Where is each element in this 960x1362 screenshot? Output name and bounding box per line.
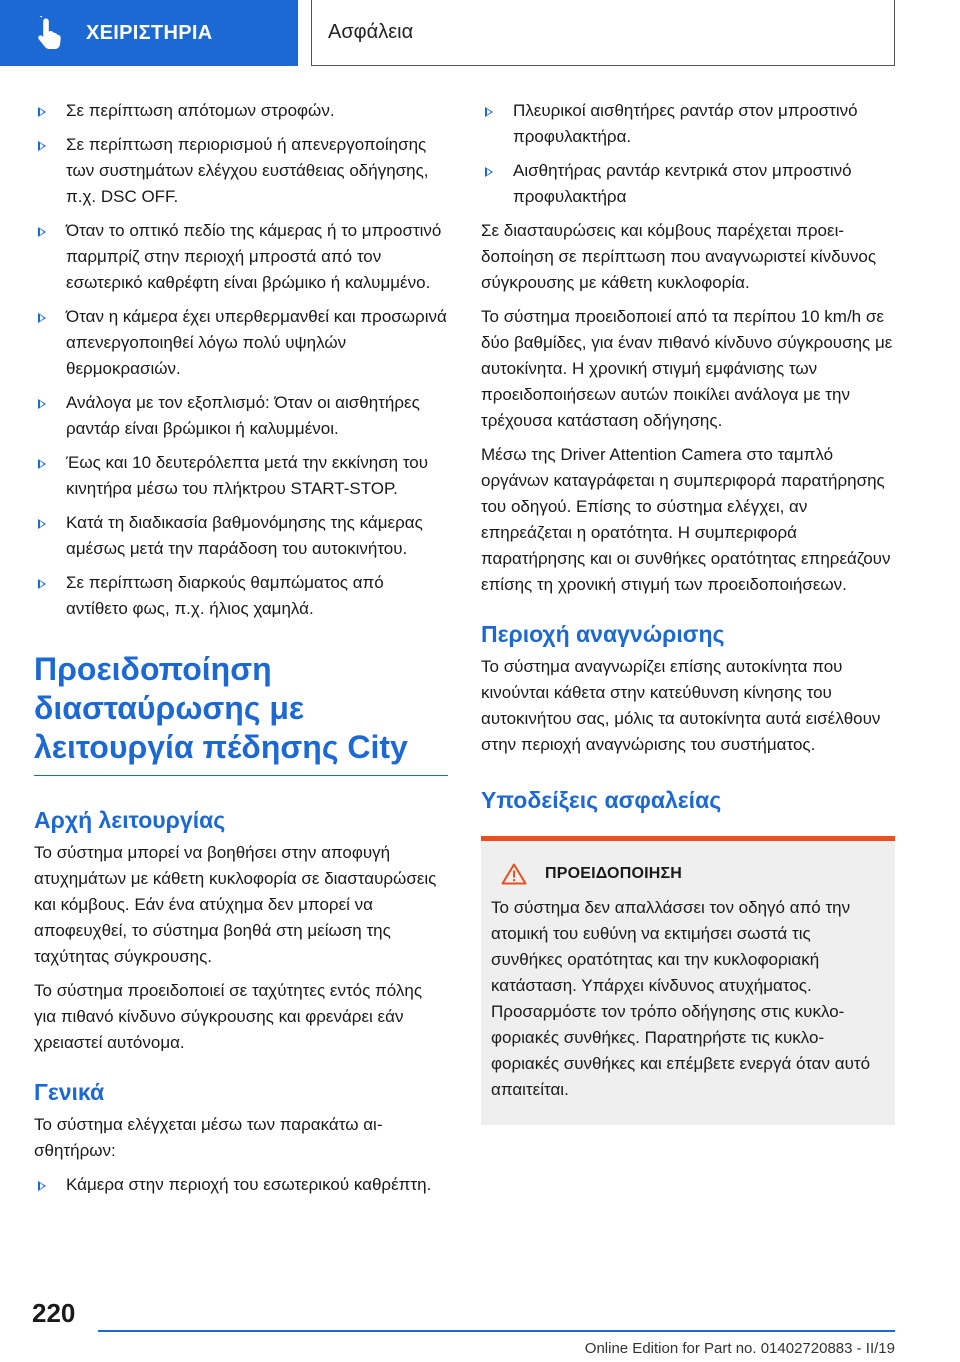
bullet-triangle-icon <box>485 107 493 117</box>
bullet-triangle-icon <box>38 1181 46 1191</box>
warning-header <box>491 861 885 887</box>
paragraph: Σε διασταυρώσεις και κόμβους παρέχεται προειδοποίηση σε περίπτωση που αναγνωριστεί κίνδυνος σύγκρουσης με κάθετη κυκλοφορία. <box>481 221 877 292</box>
list-item: Έως και 10 δευτερόλεπτα μετά την εκκίνηση του κινητήρα μέσω του πλήκτρου START-STOP. <box>34 450 448 502</box>
list-item: Κάμερα στην περιοχή του εσωτερικού καθρέπτη. <box>34 1172 448 1198</box>
list-item: Σε περίπτωση περιορισμού ή απενεργοποίησης των συστημάτων ελέγχου ευστάθειας οδήγησης, π.χ. DSC OFF. <box>34 132 448 210</box>
page-footer <box>0 1296 960 1362</box>
paragraph: Το σύστημα ελέγχεται μέσω των παρακάτω αισθητήρων: <box>34 1115 383 1160</box>
bullet-triangle-icon <box>485 167 493 177</box>
page-header <box>0 0 960 66</box>
left-column <box>34 98 448 1206</box>
bullet-triangle-icon <box>38 313 46 323</box>
paragraph: Το σύστημα προειδοποιεί από τα περίπου 10 km/h σε δύο βαθμίδες, για έναν πιθανό κίνδυνο σύγκρουσης με αυτοκίνητα. Η χρονική στιγμή εμφάνισης των προειδοποιήσεων αυτών ποικίλει ανάλογα με την τρέχουσα κατάσταση οδήγησης. <box>481 307 893 430</box>
section-header <box>311 0 895 66</box>
paragraph: Το σύστημα μπορεί να βοηθήσει στην αποφυγή ατυχημάτων με κάθετη κυκλοφορία σε διασταυρώσεις και κόμβους. Εάν ένα ατύχημα δεν μπορεί να αποφευχθεί, το σύστημα βοηθά στη μείωση της ταχύτητας σύγκρουσης. <box>34 843 437 966</box>
list-item: Κατά τη διαδικασία βαθμονόμησης της κάμερας αμέσως μετά την παράδοση του αυτοκινήτου. <box>34 510 448 562</box>
page-number: 220 <box>32 1298 76 1328</box>
bullet-triangle-icon <box>38 459 46 469</box>
hand-pointer-icon <box>36 16 66 50</box>
bullet-triangle-icon <box>38 107 46 117</box>
bullet-triangle-icon <box>38 141 46 151</box>
edition-text: Online Edition for Part no. 01402720883 - II/19 <box>584 1340 895 1357</box>
warning-text: Το σύστημα δεν απαλλάσσει τον οδηγό από την ατομική του ευθύνη να εκτιμήσει σωστά τις συνθήκες ορατότητας και την κυκλοφοριακή κατάσταση. Υπάρχει κίνδυνος ατυχήματος. Προσαρμόστε τον τρόπο οδήγησης στις κυκλοφοριακές συνθήκες. Παρατηρήστε τις κυκλοφοριακές συνθήκες και επέμβετε ενεργά όταν αυτό απαιτείται. <box>491 898 871 1099</box>
section-title: Ασφάλεια <box>328 21 414 43</box>
paragraph: Το σύστημα αναγνωρίζει επίσης αυτοκίνητα που κινούνται κάθετα στην κατεύθυνση κίνησης του αυτοκινήτου σας, μόλις τα αυτοκίνητα αυτά εισέλθουν στην περιοχή αναγνώρισης του συστήματος. <box>481 657 881 754</box>
general-heading: Γενικά <box>34 1079 105 1105</box>
list-item: Όταν η κάμερα έχει υπερθερμανθεί και προσωρινά απενεργοποιηθεί λόγω πολύ υψηλών θερμοκρασιών. <box>34 304 448 382</box>
chapter-tab-label: ΧΕΙΡΙΣΤΗΡΙΑ <box>86 22 213 44</box>
warning-title: ΠΡΟΕΙΔΟΠΟΙΗΣΗ <box>545 865 683 882</box>
detection-heading: Περιοχή αναγνώρισης <box>481 621 725 647</box>
bullet-triangle-icon <box>38 519 46 529</box>
warning-box <box>481 836 895 1125</box>
footer-divider <box>98 1330 895 1332</box>
warning-triangle-icon <box>501 863 527 885</box>
chapter-tab[interactable] <box>0 0 298 66</box>
list-item: Πλευρικοί αισθητήρες ραντάρ στον μπροστινό προφυλακτήρα. <box>481 98 895 150</box>
list-item: Σε περίπτωση απότομων στροφών. <box>34 98 448 124</box>
list-item: Ανάλογα με τον εξοπλισμό: Όταν οι αισθητήρες ραντάρ είναι βρώμικοι ή καλυμμένοι. <box>34 390 448 442</box>
right-column <box>481 98 895 1125</box>
list-item: Σε περίπτωση διαρκούς θαμπώματος από αντίθετο φως, π.χ. ήλιος χαμηλά. <box>34 570 448 622</box>
main-heading: Προειδοποίηση διασταύρωσης με λειτουργία πέδησης City <box>34 650 448 776</box>
bullet-triangle-icon <box>38 579 46 589</box>
bullet-triangle-icon <box>38 227 46 237</box>
safety-heading: Υποδείξεις ασφαλείας <box>481 787 722 813</box>
paragraph: Το σύστημα προειδοποιεί σε ταχύτητες εντός πόλης για πιθανό κίνδυνο σύγκρουσης και φρενάρει εάν χρειαστεί αυτόνομα. <box>34 981 423 1052</box>
principle-heading: Αρχή λειτουργίας <box>34 807 226 833</box>
paragraph: Μέσω της Driver Attention Camera στο ταμπλό οργάνων καταγράφεται η συμπεριφορά παρατήρησης του οδηγού. Επίσης το σύστημα ελέγχει, αν επηρεάζεται η ορατότητα. Η συμπεριφορά παρατήρησης και οι συνθήκες ορατότητας επηρεάζουν επίσης τη χρονική στιγμή των προειδοποιήσεων. <box>481 445 891 594</box>
list-item: Αισθητήρας ραντάρ κεντρικά στον μπροστινό προφυλακτήρα <box>481 158 895 210</box>
list-item: Όταν το οπτικό πεδίο της κάμερας ή το μπροστινό παρμπρίζ στην περιοχή μπροστά από τον εσωτερικό καθρέφτη είναι βρώμικο ή καλυμμένο. <box>34 218 448 296</box>
bullet-triangle-icon <box>38 399 46 409</box>
